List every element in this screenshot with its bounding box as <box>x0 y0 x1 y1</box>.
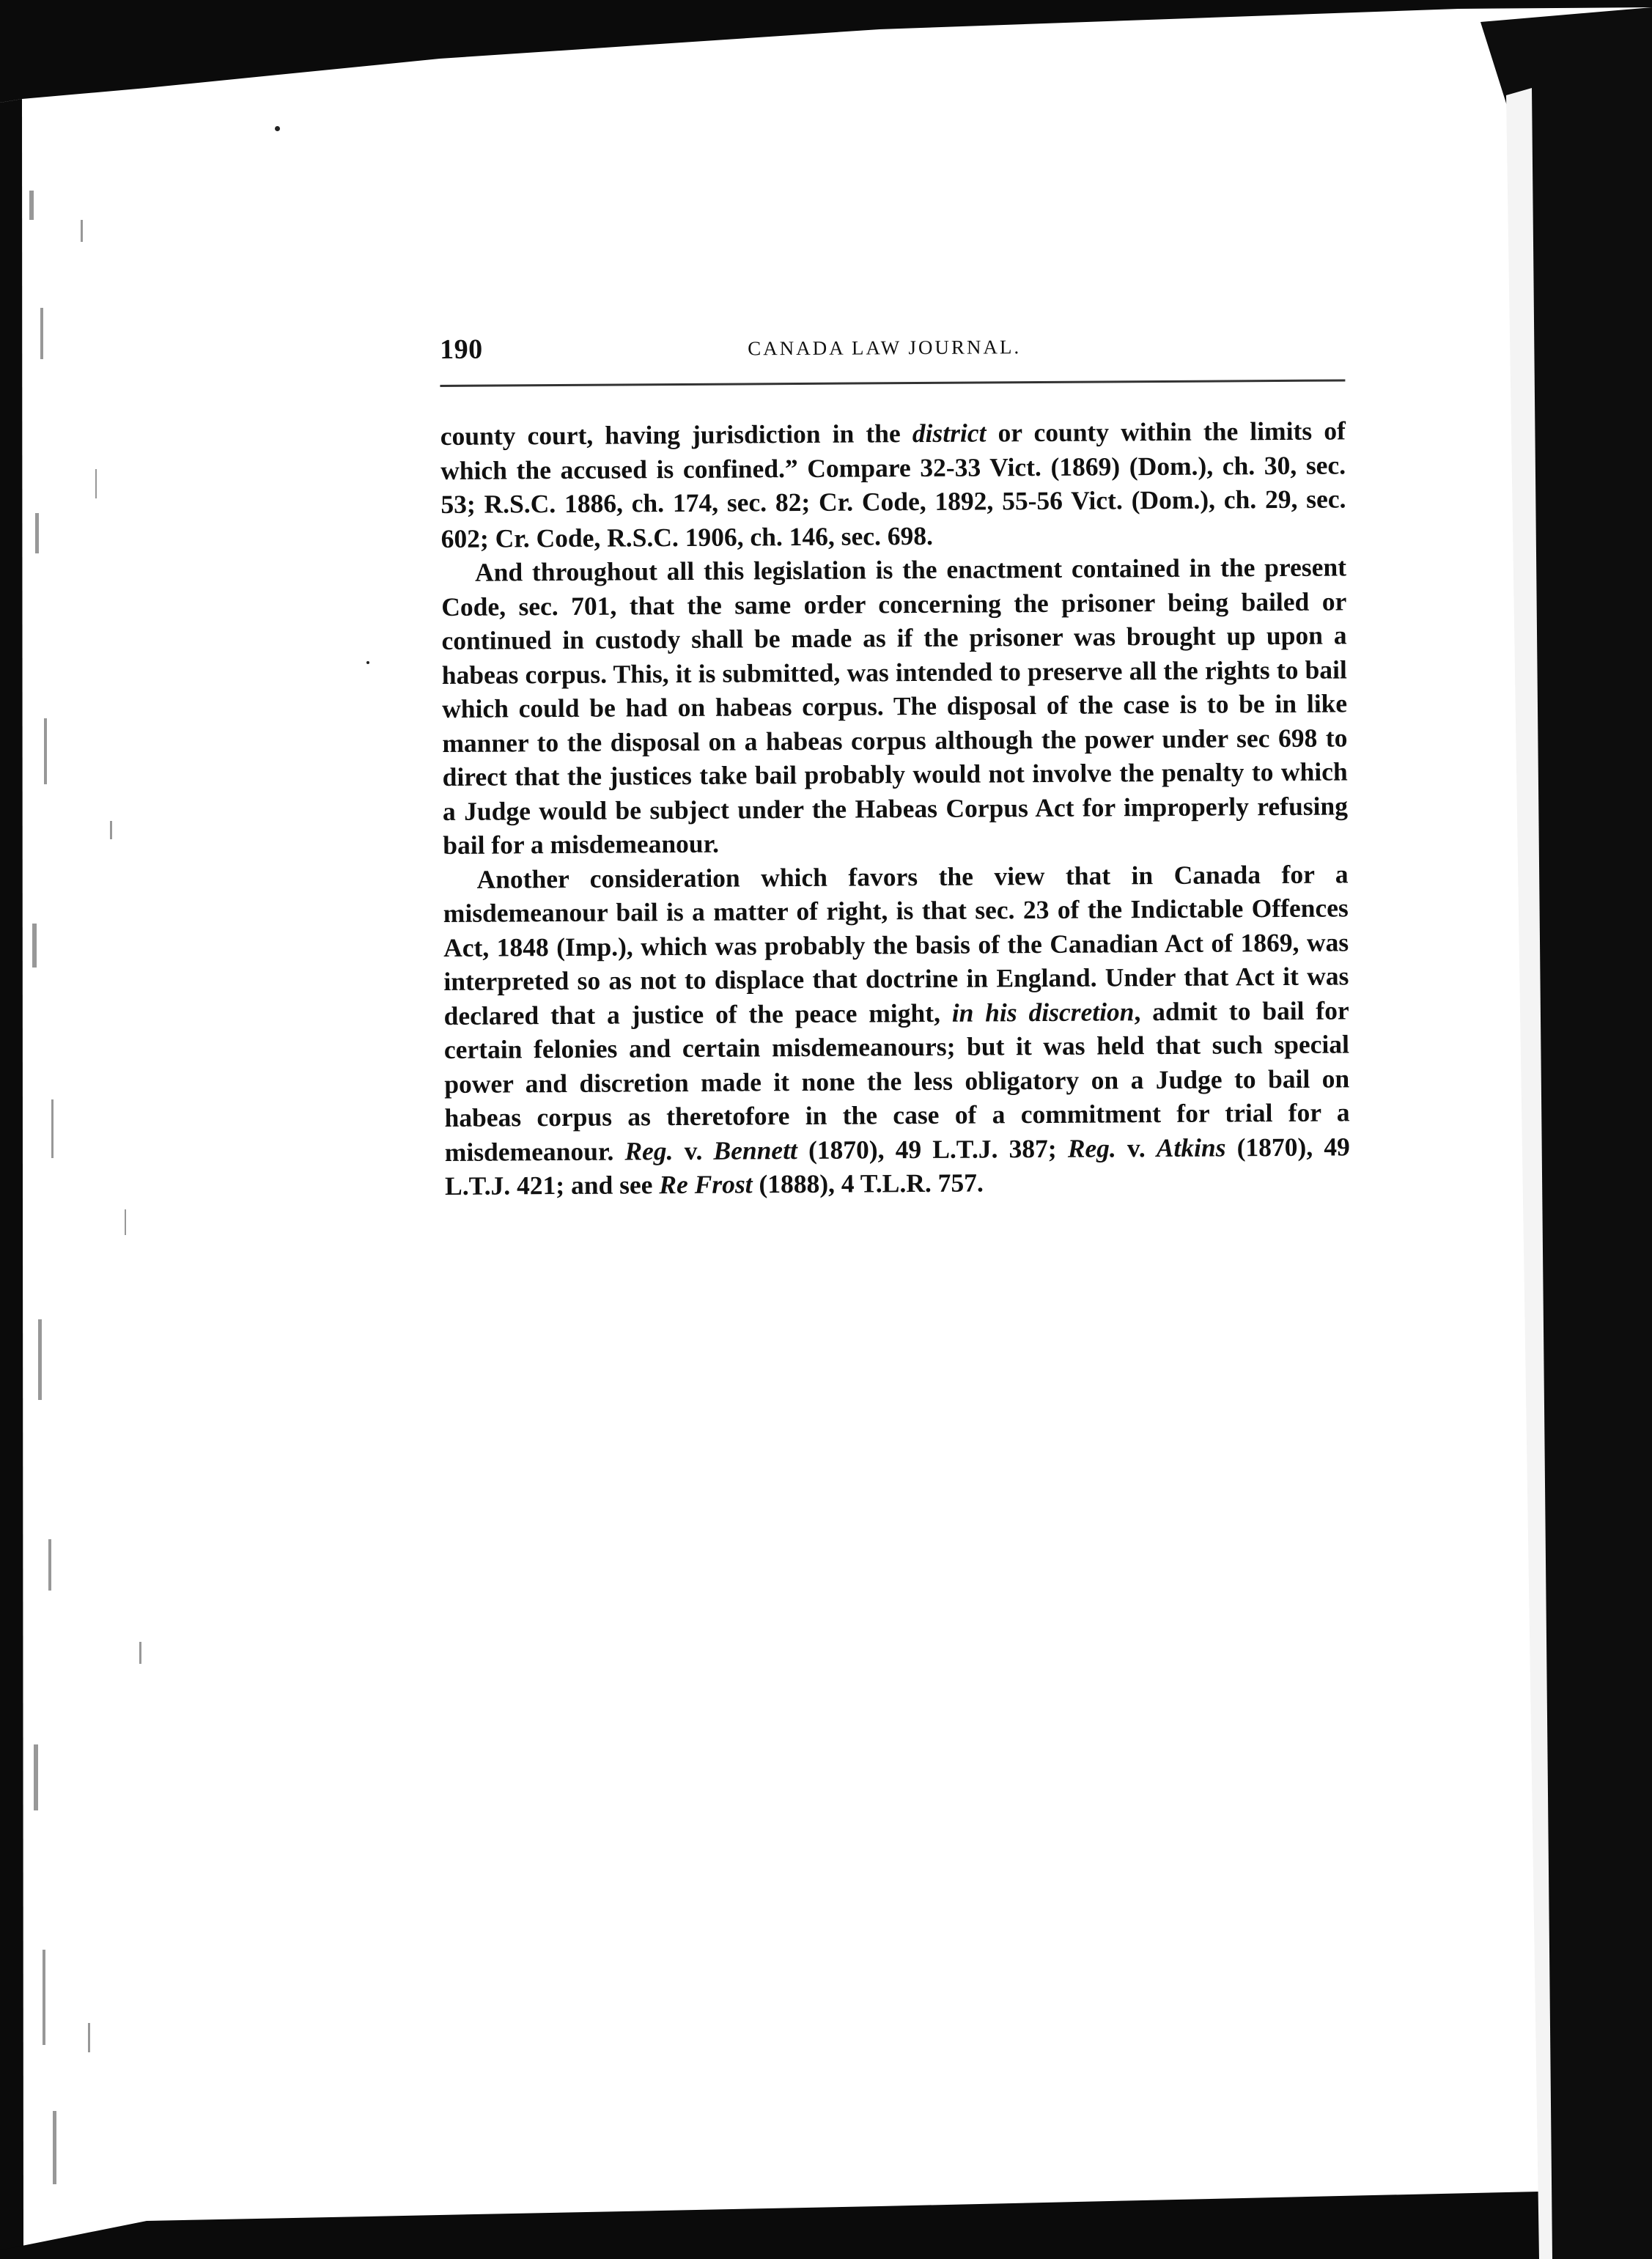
text-segment: (1888), 4 T.L.R. 757. <box>752 1168 984 1199</box>
case-citation: Atkins <box>1156 1132 1226 1162</box>
journal-title: CANADA LAW JOURNAL. <box>748 336 1022 360</box>
italic-term: district <box>912 418 987 449</box>
speck <box>366 661 369 664</box>
text-segment: county court, having jurisdiction in the <box>440 419 912 451</box>
text-segment: , admit to bail for certain felonies and certain misdemeanours; but it was held that such special power and discretion made it none the less obligatory on a Judge to bail on habeas corpus as theretofore in the case of a commitment for trial for a misdemeanour. <box>443 995 1350 1167</box>
paragraph <box>441 550 1349 862</box>
journal-page <box>440 328 1350 1203</box>
body-text <box>440 413 1351 1203</box>
paragraph <box>440 413 1346 556</box>
text-segment: or county within the limits of which the accused is confined.” Compare 32-33 Vict. (1869) (Dom.), ch. 30, sec. 53; R.S.C. 1886, ch. 174, sec. 82; Cr. Code, 1892, 55-56 Vict. (Dom.), ch. 29, sec. 602; Cr. Code, R.S.C. 1906, ch. 146, sec. 698. <box>440 416 1346 553</box>
running-head <box>440 328 1345 387</box>
text-segment: v. <box>673 1135 714 1165</box>
speck <box>275 126 280 131</box>
case-citation: Reg. <box>624 1135 674 1165</box>
text-segment: (1870), 49 L.T.J. 387; <box>797 1133 1068 1165</box>
paragraph <box>443 857 1350 1204</box>
case-citation: Bennett <box>713 1135 797 1165</box>
text-segment: Another consideration which favors the view that in Canada for a misdemeanour bail is a matter of right, is that sec. 23 of the Indictable Offences Act, 1848 (Imp.), which was probably the basis of the Canadian Act of 1869, was interpreted so as not to displace that doctrine in England. Under that Act it was declared that a justice of the peace might, <box>443 858 1349 1031</box>
text-segment: (1870), 49 L.T.J. 421; and see <box>444 1131 1350 1201</box>
italic-phrase: in his discretion <box>951 996 1135 1028</box>
case-citation: Reg. <box>1067 1132 1116 1163</box>
text-segment: And throughout all this legislation is the enactment contained in the present Code, sec. 701, that the same order concerning the prisoner being bailed or continued in custody shall be made as if the prisoner was brought up upon a habeas corpus. This, it is submitted, was intended to preserve all the rights to bail which could be had on habeas corpus. The disposal of the case is to be in like manner to the disposal on a habeas corpus although the power under sec 698 to direct that the justices take bail probably would not involve the penalty to which a Judge would be subject under the Habeas Corpus Act for improperly refusing bail for a misdemeanour. <box>441 552 1349 860</box>
case-citation: Re Frost <box>659 1169 753 1200</box>
text-segment: v. <box>1116 1132 1157 1162</box>
page-number: 190 <box>440 333 483 365</box>
